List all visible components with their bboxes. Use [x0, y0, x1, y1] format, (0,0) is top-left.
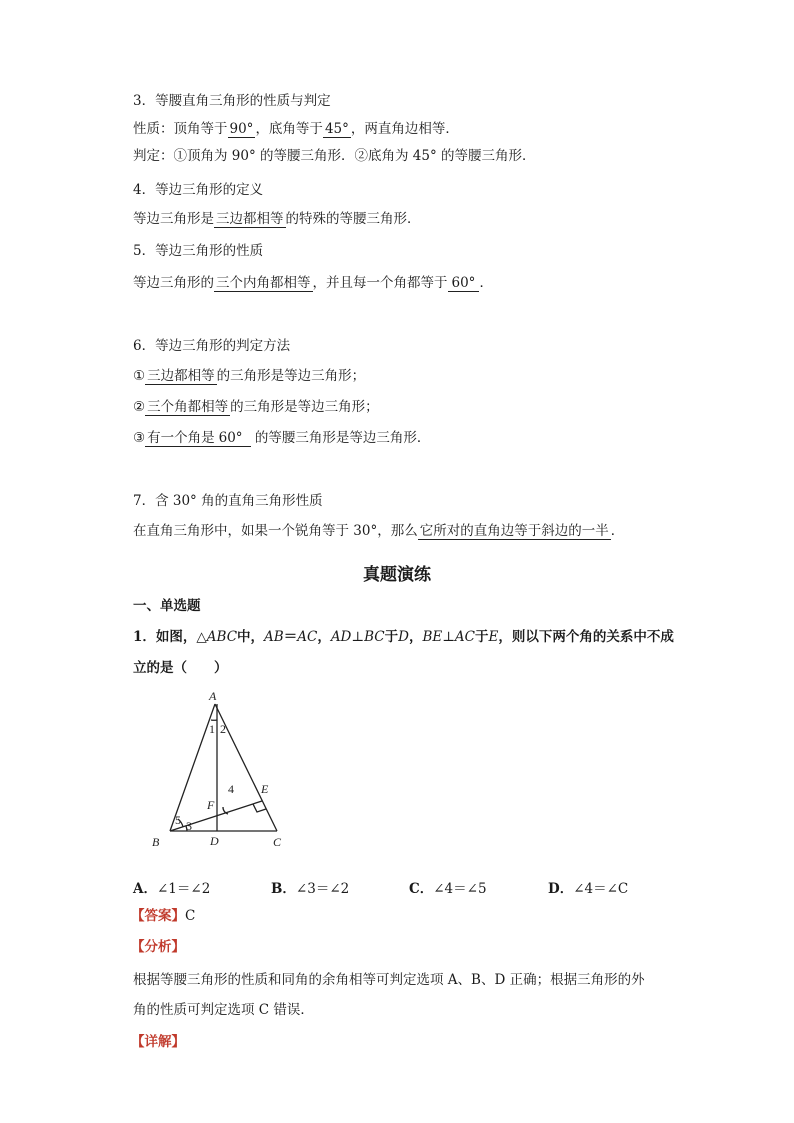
option-text: ∠4＝∠C: [573, 881, 629, 897]
angle-label-2: 2: [220, 722, 226, 736]
section-3-heading: 3．等腰直角三角形的性质与判定: [133, 93, 331, 109]
section-5-heading: 5．等边三角形的性质: [133, 243, 264, 259]
text-segment: 的三角形是等边三角形；: [216, 368, 366, 384]
option-text: ∠1＝∠2: [156, 881, 211, 897]
section-3-judgement: 判定：①顶角为 90° 的等腰三角形．②底角为 45° 的等腰三角形．: [133, 148, 536, 164]
text-segment: ，: [317, 629, 331, 645]
question-line-2: 立的是（ ）: [133, 660, 228, 676]
text-segment: 于: [475, 629, 489, 645]
text-segment: 于: [384, 629, 399, 645]
label-c: C: [273, 835, 282, 849]
fill-blank: 三个内角都相等: [216, 275, 311, 291]
option-letter: D．: [548, 881, 574, 897]
triangle-figure: [140, 690, 310, 860]
text-segment: ③: [133, 430, 146, 446]
angle-label-3: 3: [186, 819, 192, 833]
detail-tag: [131, 1032, 185, 1052]
option-b[interactable]: [271, 877, 349, 897]
fill-blank: 45°: [324, 121, 349, 137]
analysis-tag: [131, 937, 185, 957]
option-text: ∠3＝∠2: [295, 881, 350, 897]
math-var: BE: [422, 629, 443, 645]
math-var: ABC: [206, 629, 238, 645]
label-e: E: [261, 782, 269, 796]
text-segment: 的三角形是等边三角形；: [230, 399, 379, 415]
option-letter: B．: [271, 881, 296, 897]
section-title: 真题演练: [363, 565, 431, 585]
fill-blank: 90°: [229, 121, 254, 137]
option-d[interactable]: [548, 877, 628, 897]
angle-label-1: 1: [209, 722, 215, 736]
label-d: D: [210, 834, 219, 848]
math-var: AC: [297, 629, 318, 645]
analysis-line-2: 角的性质可判定选项 C 错误．: [133, 1002, 314, 1018]
text-segment: ．: [479, 275, 493, 291]
text-segment: ＝: [283, 629, 298, 645]
fill-blank: 它所对的直角边等于斜边的一半: [419, 523, 609, 539]
fill-blank: 60°: [217, 430, 251, 447]
text-segment: ，并且每一个角都等于: [312, 275, 448, 291]
subsection-heading: 一、单选题: [133, 598, 201, 614]
math-var: AB: [264, 629, 284, 645]
fill-blank: 有一个角是: [147, 430, 215, 446]
question-line-1: [133, 627, 674, 647]
section-7-property: [133, 521, 624, 541]
label-f: F: [207, 798, 215, 812]
text-segment: 等边三角形是: [133, 211, 214, 227]
fill-blank: 三边都相等: [147, 368, 215, 384]
fill-blank: 60°: [448, 275, 480, 292]
text-segment: 在直角三角形中，如果一个锐角等于 30°，那么: [133, 523, 418, 539]
angle-label-4: 4: [228, 782, 234, 796]
text-segment: 性质：顶角等于: [133, 121, 228, 137]
text-segment: ⊥: [442, 629, 455, 645]
option-text: ∠4＝∠5: [433, 881, 487, 897]
text-segment: ，底角等于: [255, 121, 323, 137]
text-segment: ．: [610, 523, 625, 539]
section-3-property: [133, 119, 459, 139]
math-var: E: [488, 629, 499, 645]
section-4-definition: [133, 209, 421, 229]
option-a[interactable]: [133, 877, 210, 897]
text-segment: ⊥: [351, 629, 365, 645]
text-segment: ，两直角边相等．: [350, 121, 459, 137]
label-a: A: [209, 690, 217, 703]
analysis-line-1: 根据等腰三角形的性质和同角的余角相等可判定选项 A、B、D 正确；根据三角形的外: [133, 972, 645, 988]
math-var: D: [398, 629, 409, 645]
section-6-item-1: [133, 366, 365, 386]
analysis-label: 【分析】: [131, 939, 185, 955]
text-segment: ①: [133, 368, 146, 384]
answer-line: [131, 906, 195, 926]
section-5-property: [133, 273, 493, 293]
option-letter: C．: [409, 881, 434, 897]
text-segment: ，: [408, 629, 423, 645]
angle-label-5: 5: [175, 813, 181, 827]
detail-label: 【详解】: [131, 1034, 185, 1050]
fill-blank: 三边都相等: [216, 211, 284, 227]
text-segment: 如图，△: [155, 629, 207, 645]
text-segment: 的特殊的等腰三角形．: [285, 211, 421, 227]
math-var: AD: [330, 629, 352, 645]
answer-tag: 【答案】: [131, 908, 185, 924]
section-6-item-3: [133, 428, 430, 448]
label-b: B: [152, 835, 160, 849]
section-6-heading: 6．等边三角形的判定方法: [133, 338, 291, 354]
text-segment: ②: [133, 399, 146, 415]
text-segment: 中，: [237, 629, 265, 645]
fill-blank: 三个角都相等: [147, 399, 229, 415]
math-var: BC: [364, 629, 385, 645]
question-number: 1．: [133, 629, 156, 645]
section-6-item-2: [133, 397, 379, 417]
altitude-be: [170, 801, 262, 831]
section-7-heading: 7．含 30° 角的直角三角形性质: [133, 493, 323, 509]
text-segment: 等边三角形的: [133, 275, 214, 291]
section-4-heading: 4．等边三角形的定义: [133, 182, 264, 198]
text-segment: ，则以下两个角的关系中不成: [498, 629, 674, 645]
text-segment: 的等腰三角形是等边三角形．: [250, 430, 431, 446]
math-var: AC: [454, 629, 476, 645]
option-letter: A．: [133, 881, 157, 897]
answer-value: C: [185, 908, 196, 924]
option-c[interactable]: [409, 877, 487, 897]
